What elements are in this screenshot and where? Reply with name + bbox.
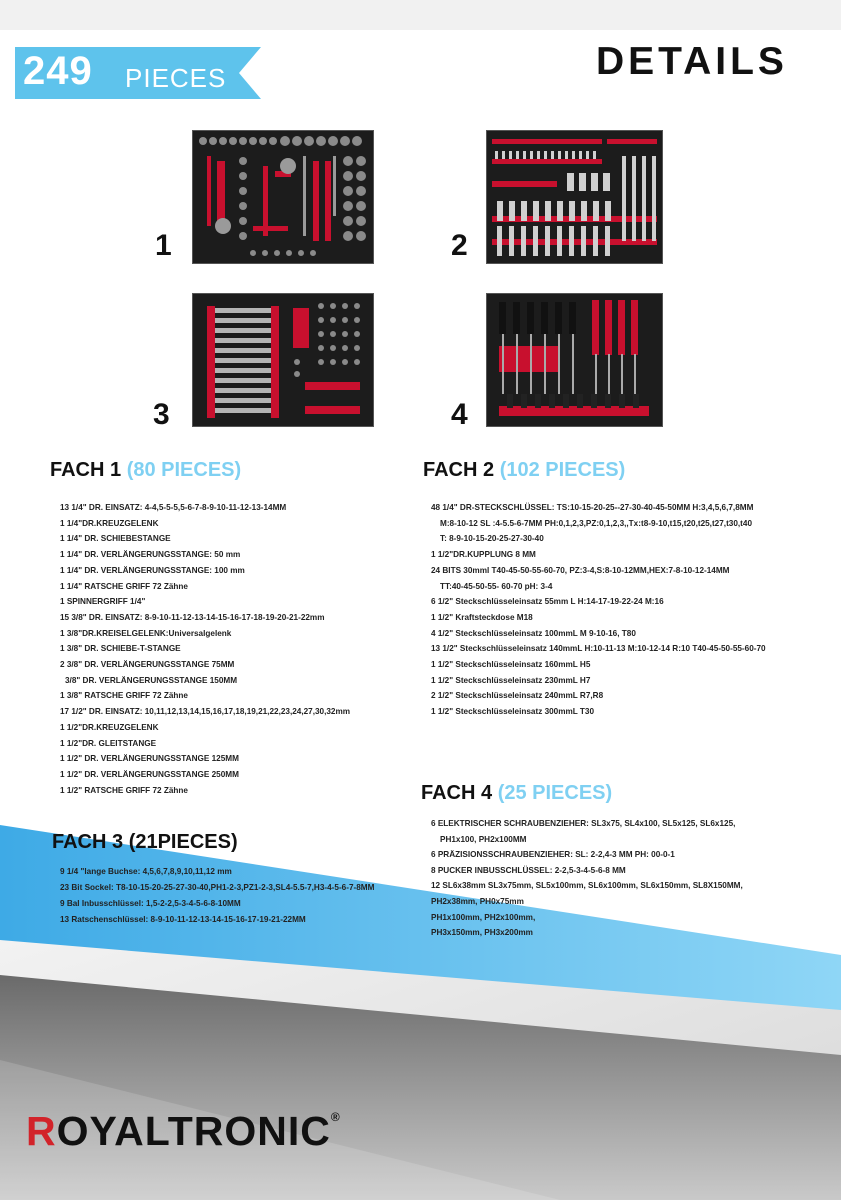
list-item: 1 1/2"DR.KREUZGELENK bbox=[60, 722, 159, 732]
list-item: 1 1/4"DR.KREUZGELENK bbox=[60, 518, 159, 528]
fach4-label: FACH 4 bbox=[421, 782, 493, 804]
pieces-word: PIECES bbox=[125, 63, 227, 93]
fach3-count: (21PIECES) bbox=[128, 831, 238, 853]
fach2-item-list bbox=[431, 500, 766, 720]
fach2-title bbox=[423, 459, 625, 482]
list-item: 13 Ratschenschlüssel: 8-9-10-11-12-13-14-15-16-17-19-21-22MM bbox=[60, 915, 306, 924]
fach1-title bbox=[50, 459, 241, 482]
list-item: 1 1/2" Steckschlüsseleinsatz 300mmL T30 bbox=[431, 707, 595, 717]
fach1-label: FACH 1 bbox=[50, 459, 122, 481]
list-item: 1 1/2" RATSCHE GRIFF 72 Zähne bbox=[60, 785, 188, 795]
list-item: 9 1/4 "lange Buchse: 4,5,6,7,8,9,10,11,12 mm bbox=[60, 867, 232, 876]
details-title: DETAILS bbox=[596, 40, 788, 83]
bits-sockets-tray-image bbox=[486, 130, 663, 264]
list-item: PH1x100, PH2x100MM bbox=[440, 834, 527, 844]
royaltronic-logo bbox=[26, 1108, 341, 1155]
list-item: 1 1/2"DR. GLEITSTANGE bbox=[60, 738, 157, 748]
fach4-item-list bbox=[431, 816, 743, 941]
list-item: 8 PUCKER INBUSSCHLÜSSEL: 2-2,5-3-4-5-6-8 MM bbox=[431, 865, 626, 875]
fach2-label: FACH 2 bbox=[423, 459, 495, 481]
list-item: 1 1/2" DR. VERLÄNGERUNGSSTANGE 125MM bbox=[60, 754, 239, 764]
list-item: 15 3/8" DR. EINSATZ: 8-9-10-11-12-13-14-15-16-17-18-19-20-21-22mm bbox=[60, 612, 325, 622]
list-item: 4 1/2" Steckschlüsseleinsatz 100mmL M 9-10-16, T80 bbox=[431, 628, 636, 638]
list-item: 1 SPINNERGRIFF 1/4" bbox=[60, 597, 146, 607]
fach3-item-list bbox=[60, 864, 374, 928]
list-item: 1 1/4" DR. SCHIEBESTANGE bbox=[60, 534, 171, 544]
list-item: 24 BITS 30mml T40-45-50-55-60-70, PZ:3-4,S:8-10-12MM,HEX:7-8-10-12-14MM bbox=[431, 565, 730, 575]
drawer-number-2: 2 bbox=[451, 229, 468, 262]
wrench-hexkey-tray-image bbox=[192, 293, 374, 427]
drawer-number-4: 4 bbox=[451, 398, 468, 431]
list-item: 1 1/2"DR.KUPPLUNG 8 MM bbox=[431, 550, 536, 560]
list-item: 13 1/2" Steckschlüsseleinsatz 140mmL H:10-11-13 M:10-12-14 R:10 T40-45-50-55-60-70 bbox=[431, 644, 766, 654]
list-item: 48 1/4" DR-STECKSCHLÜSSEL: TS:10-15-20-25--27-30-40-45-50MM H:3,4,5,6,7,8MM bbox=[431, 503, 754, 512]
list-item: 1 1/2" DR. VERLÄNGERUNGSSTANGE 250MM bbox=[60, 769, 239, 779]
top-bar bbox=[0, 0, 841, 30]
list-item: 12 SL6x38mm SL3x75mm, SL5x100mm, SL6x100mm, SL6x150mm, SL8X150MM, bbox=[431, 881, 743, 891]
list-item: 1 3/8"DR.KREISELGELENK:Universalgelenk bbox=[60, 628, 232, 638]
list-item: 1 1/4" DR. VERLÄNGERUNGSSTANGE: 100 mm bbox=[60, 565, 245, 575]
list-item: 23 Bit Sockel: T8-10-15-20-25-27-30-40,PH1-2-3,PZ1-2-3,SL4-5.5-7,H3-4-5-6-7-8MM bbox=[60, 883, 375, 892]
screwdriver-tray-image bbox=[486, 293, 663, 427]
fach2-count: (102 PIECES) bbox=[499, 459, 626, 481]
drawer-number-3: 3 bbox=[153, 398, 170, 431]
list-item: 13 1/4" DR. EINSATZ: 4-4,5-5-5,5-6-7-8-9-10-11-12-13-14MM bbox=[60, 503, 287, 512]
list-item: PH2x38mm, PH0x75mm bbox=[431, 896, 524, 906]
list-item: 2 3/8" DR. VERLÄNGERUNGSSTANGE 75MM bbox=[60, 660, 235, 670]
list-item: 9 Bal Inbusschlüssel: 1,5-2-2,5-3-4-5-6-8-10MM bbox=[60, 899, 241, 908]
fach3-title bbox=[52, 831, 238, 854]
list-item: 1 1/2" Steckschlüsseleinsatz 230mmL H7 bbox=[431, 675, 591, 685]
list-item: 6 1/2" Steckschlüsseleinsatz 55mm L H:14-17-19-22-24 M:16 bbox=[431, 597, 664, 607]
list-item: 1 1/4" RATSCHE GRIFF 72 Zähne bbox=[60, 581, 188, 591]
list-item: PH1x100mm, PH2x100mm, bbox=[431, 912, 536, 922]
fach1-count: (80 PIECES) bbox=[126, 459, 242, 481]
list-item: T: 8-9-10-15-20-25-27-30-40 bbox=[440, 534, 544, 544]
drawer-number-1: 1 bbox=[155, 229, 172, 262]
list-item: 1 1/4" DR. VERLÄNGERUNGSSTANGE: 50 mm bbox=[60, 550, 241, 560]
socket-ratchet-tray-image bbox=[192, 130, 374, 264]
list-item: M:8-10-12 SL :4-5.5-6-7MM PH:0,1,2,3,PZ:0,1,2,3,,Tx:t8-9-10,t15,t20,t25,t27,t30,t40 bbox=[440, 518, 753, 528]
list-item: 17 1/2" DR. EINSATZ: 10,11,12,13,14,15,16,17,18,19,21,22,23,24,27,30,32mm bbox=[60, 707, 351, 717]
fach4-title bbox=[421, 782, 612, 805]
list-item: TT:40-45-50-55- 60-70 pH: 3-4 bbox=[440, 581, 553, 591]
pieces-count: 249 bbox=[23, 49, 93, 93]
list-item: 1 1/2" Steckschlüsseleinsatz 160mmL H5 bbox=[431, 660, 591, 670]
list-item: 1 3/8" RATSCHE GRIFF 72 Zähne bbox=[60, 691, 188, 701]
fach3-label: FACH 3 bbox=[52, 831, 124, 853]
list-item: 6 PRÄZISIONSSCHRAUBENZIEHER: SL: 2-2,4-3 MM PH: 00-0-1 bbox=[431, 850, 675, 860]
list-item: PH3x150mm, PH3x200mm bbox=[431, 928, 533, 938]
list-item: 1 1/2" Kraftsteckdose M18 bbox=[431, 612, 533, 622]
pieces-banner bbox=[15, 47, 261, 99]
list-item: 1 3/8" DR. SCHIEBE-T-STANGE bbox=[60, 644, 181, 654]
list-item: 3/8" DR. VERLÄNGERUNGSSTANGE 150MM bbox=[65, 675, 238, 685]
list-item: 2 1/2" Steckschlüsseleinsatz 240mmL R7,R8 bbox=[431, 691, 604, 701]
fach4-count: (25 PIECES) bbox=[497, 782, 613, 804]
logo-letter-r: R bbox=[26, 1108, 57, 1154]
logo-text: OYALTRONIC bbox=[56, 1108, 331, 1154]
registered-mark: ® bbox=[330, 1110, 341, 1124]
list-item: 6 ELEKTRISCHER SCHRAUBENZIEHER: SL3x75, SL4x100, SL5x125, SL6x125, bbox=[431, 819, 736, 828]
fach1-item-list bbox=[60, 500, 350, 798]
